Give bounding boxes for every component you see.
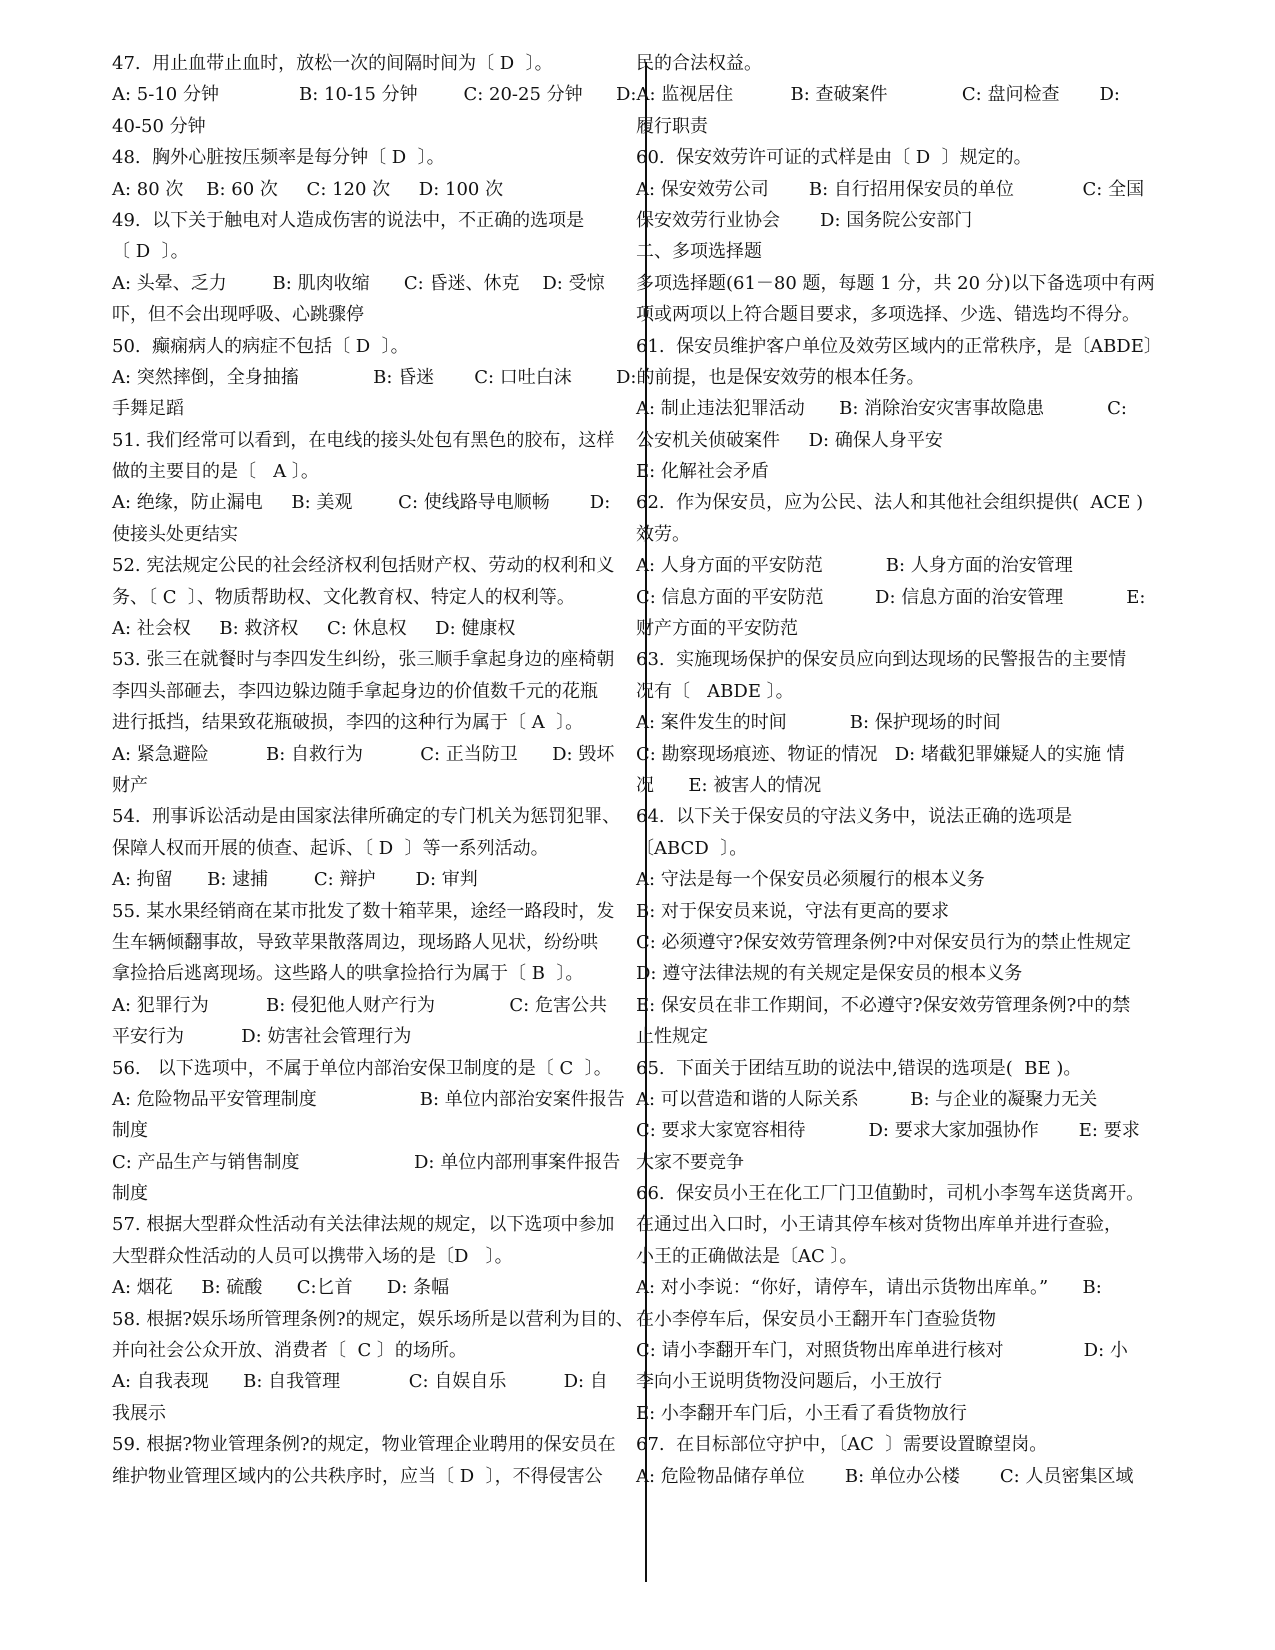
text-line: 60. 保安效劳许可证的式样是由〔 D 〕规定的。	[636, 147, 1032, 169]
text-line: 62. 作为保安员，应为公民、法人和其他社会组织提供( ACE )	[636, 492, 1144, 514]
text-line: 48. 胸外心脏按压频率是每分钟〔 D 〕。	[112, 147, 445, 169]
text-line: 53. 张三在就餐时与李四发生纠纷，张三顺手拿起身边的座椅朝	[112, 649, 615, 671]
text-line: A: 制止违法犯罪活动 B: 消除治安灾害事故隐患 C:	[636, 398, 1127, 420]
text-line: 大家不要竞争	[636, 1151, 744, 1173]
text-line: 61. 保安员维护客户单位及效劳区域内的正常秩序，是〔ABDE〕	[636, 335, 1162, 357]
text-line: A: 拘留 B: 逮捕 C: 辩护 D: 审判	[112, 869, 478, 891]
text-line: 财产方面的平安防范	[636, 618, 798, 640]
text-line: 项或两项以上符合题目要求，多项选择、少选、错选均不得分。	[636, 304, 1140, 326]
text-line: A: 5-10 分钟 B: 10-15 分钟 C: 20-25 分钟	[112, 84, 583, 106]
text-line: 51. 我们经常可以看到，在电线的接头处包有黑色的胶布，这样	[112, 429, 615, 451]
text-line: E: 保安员在非工作期间，不必遵守?保安效劳管理条例?中的禁	[636, 994, 1131, 1016]
text-line: 吓，但不会出现呼吸、心跳骤停	[112, 304, 364, 326]
text-line: E: 化解社会矛盾	[636, 461, 769, 483]
text-line: 并向社会公众开放、消费者〔 C 〕的场所。	[112, 1340, 467, 1362]
text-line: A: 80 次 B: 60 次 C: 120 次 D: 100 次	[112, 178, 504, 200]
text-line: 履行职责	[636, 115, 708, 137]
text-line: 进行抵挡，结果致花瓶破损，李四的这种行为属于〔 A 〕。	[112, 712, 584, 734]
text-line: D: 遵守法律法规的有关规定是保安员的根本义务	[636, 963, 1023, 985]
text-line: C: 请小李翻开车门，对照货物出库单进行核对 D: 小	[636, 1340, 1128, 1362]
text-line: 务、〔 C 〕、物质帮助权、文化教育权、特定人的权利等。	[112, 586, 575, 608]
right-column	[616, 48, 1184, 1492]
text-line: D:A: 监视居住 B: 查破案件 C: 盘问检查 D:	[616, 84, 1120, 106]
text-line: 手舞足蹈	[112, 398, 184, 420]
text-line: 公安机关侦破案件 D: 确保人身平安	[636, 429, 943, 451]
text-line: 57. 根据大型群众性活动有关法律法规的规定，以下选项中参加	[112, 1214, 615, 1236]
text-line: 58. 根据?娱乐场所管理条例?的规定，娱乐场所是以营利为目的、	[112, 1308, 634, 1330]
text-line: A: 突然摔倒，全身抽搐 B: 昏迷 C: 口吐白沫	[112, 366, 572, 388]
text-line: 制度	[112, 1183, 148, 1205]
text-line: A: 自我表现 B: 自我管理 C: 自娱自乐 D: 自	[112, 1371, 608, 1393]
text-line: 40-50 分钟	[112, 115, 206, 137]
text-line: 止性规定	[636, 1026, 708, 1048]
text-line: 制度	[112, 1120, 148, 1142]
text-line: A: 烟花 B: 硫酸 C:匕首 D: 条幅	[112, 1277, 450, 1299]
text-line: 保安效劳行业协会 D: 国务院公安部门	[636, 209, 973, 231]
text-line: 63. 实施现场保护的保安员应向到达现场的民警报告的主要情	[636, 649, 1127, 671]
text-line: 49. 以下关于触电对人造成伤害的说法中，不正确的选项是	[112, 209, 585, 231]
text-line: 多项选择题(61－80 题，每题 1 分，共 20 分)以下备选项中有两	[636, 272, 1155, 294]
text-line: 54. 刑事诉讼活动是由国家法律所确定的专门机关为惩罚犯罪、	[112, 806, 621, 828]
text-line: 保障人权而开展的侦查、起诉、〔 D 〕等一系列活动。	[112, 837, 549, 859]
text-line: 生车辆倾翻事故，导致苹果散落周边，现场路人见状，纷纷哄	[112, 931, 598, 953]
text-line: 52. 宪法规定公民的社会经济权利包括财产权、劳动的权利和义	[112, 555, 615, 577]
text-line: 况 E: 被害人的情况	[636, 774, 822, 796]
text-line: A: 危险物品储存单位 B: 单位办公楼 C: 人员密集区域	[636, 1465, 1134, 1487]
text-line: 在小李停车后，保安员小王翻开车门查验货物	[636, 1308, 996, 1330]
text-line: D:的前提，也是保安效劳的根本任务。	[616, 366, 925, 388]
text-line: 64. 以下关于保安员的守法义务中，说法正确的选项是	[636, 806, 1073, 828]
text-line: 李四头部砸去，李四边躲边随手拿起身边的价值数千元的花瓶	[112, 680, 598, 702]
text-line: 66. 保安员小王在化工厂门卫值勤时，司机小李驾车送货离开。	[636, 1183, 1145, 1205]
text-line: A: 案件发生的时间 B: 保护现场的时间	[636, 712, 1001, 734]
text-line: C: 要求大家宽容相待 D: 要求大家加强协作 E: 要求	[636, 1120, 1140, 1142]
text-line: 使接头处更结实	[112, 523, 238, 545]
text-line: A: 对小李说：“你好，请停车，请出示货物出库单。” B:	[636, 1277, 1102, 1299]
text-line: 小王的正确做法是〔AC 〕。	[636, 1245, 858, 1267]
text-line: 财产	[112, 774, 148, 796]
text-line: 67. 在目标部位守护中，〔AC 〕需要设置瞭望岗。	[636, 1434, 1048, 1456]
text-line: 做的主要目的是〔 A 〕。	[112, 461, 319, 483]
text-line: 55. 某水果经销商在某市批发了数十箱苹果，途经一路段时，发	[112, 900, 615, 922]
text-line: C: 产品生产与销售制度 D: 单位内部刑事案件报告	[112, 1151, 621, 1173]
text-line: E: 小李翻开车门后，小王看了看货物放行	[636, 1402, 967, 1424]
text-line: 在通过出入口时，小王请其停车核对货物出库单并进行查验，	[636, 1214, 1122, 1236]
text-line: 50. 癫痫病人的病症不包括〔 D 〕。	[112, 335, 409, 357]
text-line: 况有〔 ABDE 〕。	[636, 680, 794, 702]
text-line: 〔ABCD 〕。	[636, 837, 748, 859]
text-line: A: 守法是每一个保安员必须履行的根本义务	[636, 869, 985, 891]
text-line: 65. 下面关于团结互助的说法中,错误的选项是( BE )。	[636, 1057, 1082, 1079]
text-line: 二、多项选择题	[636, 241, 762, 263]
text-line: A: 社会权 B: 救济权 C: 休息权 D: 健康权	[112, 618, 516, 640]
text-line: C: 勘察现场痕迹、物证的情况 D: 堵截犯罪嫌疑人的实施 情	[636, 743, 1125, 765]
text-line: A: 头晕、乏力 B: 肌肉收缩 C: 昏迷、休克 D: 受惊	[112, 272, 605, 294]
text-line: 56. 以下选项中，不属于单位内部治安保卫制度的是〔 C 〕。	[112, 1057, 612, 1079]
text-line: 拿捡拾后逃离现场。这些路人的哄拿捡拾行为属于〔 B 〕。	[112, 963, 584, 985]
text-line: 大型群众性活动的人员可以携带入场的是〔D 〕。	[112, 1245, 513, 1267]
text-line: A: 犯罪行为 B: 侵犯他人财产行为 C: 危害公共	[112, 994, 607, 1016]
text-line: A: 人身方面的平安防范 B: 人身方面的治安管理	[636, 555, 1073, 577]
text-line: C: 信息方面的平安防范 D: 信息方面的治安管理 E:	[636, 586, 1146, 608]
text-line: 59. 根据?物业管理条例?的规定，物业管理企业聘用的保安员在	[112, 1434, 616, 1456]
text-line: 效劳。	[636, 523, 690, 545]
text-line: A: 危险物品平安管理制度 B: 单位内部治安案件报告	[112, 1088, 625, 1110]
text-line: A: 可以营造和谐的人际关系 B: 与企业的凝聚力无关	[636, 1088, 1098, 1110]
text-line: B: 对于保安员来说，守法有更高的要求	[636, 900, 950, 922]
text-line: A: 保安效劳公司 B: 自行招用保安员的单位 C: 全国	[636, 178, 1145, 200]
text-line: A: 绝缘，防止漏电 B: 美观 C: 使线路导电顺畅 D:	[112, 492, 611, 514]
text-line: 民的合法权益。	[636, 53, 762, 74]
text-line: 〔 D 〕。	[112, 241, 189, 263]
text-line: 平安行为 D: 妨害社会管理行为	[112, 1026, 412, 1048]
text-line: 维护物业管理区域内的公共秩序时，应当〔 D 〕，不得侵害公	[112, 1465, 603, 1487]
text-line: C: 必须遵守?保安效劳管理条例?中对保安员行为的禁止性规定	[636, 931, 1131, 953]
text-line: 我展示	[112, 1402, 166, 1424]
left-column	[112, 48, 634, 1492]
text-line: 47. 用止血带止血时，放松一次的间隔时间为〔 D 〕。	[112, 53, 553, 74]
text-line: A: 紧急避险 B: 自救行为 C: 正当防卫 D: 毁坏	[112, 743, 615, 765]
text-line: 李向小王说明货物没问题后，小王放行	[636, 1371, 942, 1393]
